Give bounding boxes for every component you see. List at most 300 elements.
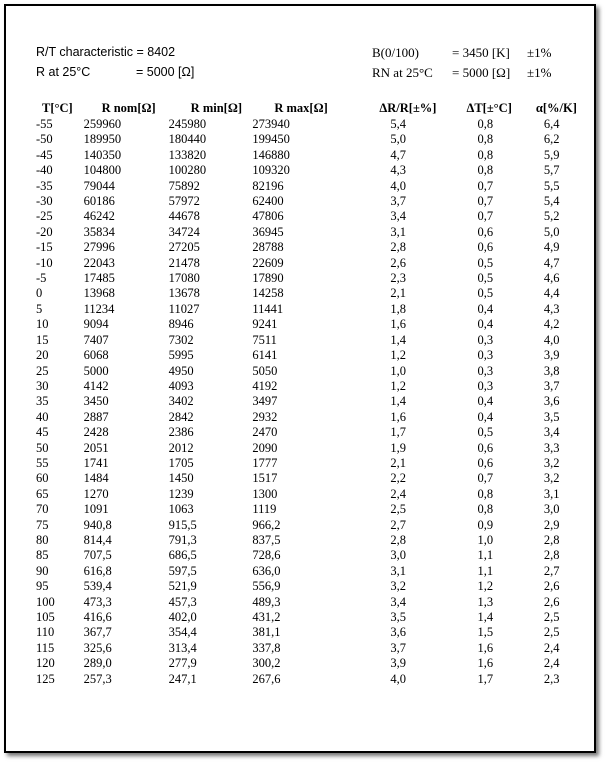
cell-temperature: -55	[36, 117, 53, 131]
cell-dt: 0,8	[477, 163, 494, 178]
table-row	[36, 595, 581, 610]
cell-dt: 0,4	[477, 301, 494, 316]
cell-dr-r: 3,6	[390, 625, 407, 640]
cell-temperature: -45	[36, 147, 53, 162]
cell-dt: 0,3	[477, 348, 494, 363]
cell-temperature: 80	[36, 532, 49, 547]
cell-r-nom: 189950	[83, 132, 122, 147]
rn-tolerance: ±1%	[527, 65, 552, 80]
cell-r-max: 6141	[252, 348, 278, 363]
document-frame	[4, 4, 596, 753]
cell-alpha: 3,2	[543, 471, 560, 486]
cell-dr-r: 4,0	[390, 671, 407, 686]
cell-dt: 0,8	[477, 132, 494, 147]
cell-alpha: 3,1	[543, 486, 560, 501]
table-row	[36, 487, 581, 502]
cell-alpha: 2,6	[543, 579, 560, 594]
table-header-row	[36, 100, 581, 117]
cell-r-nom: 616,8	[83, 563, 112, 578]
cell-r-max: 381,1	[252, 625, 281, 640]
cell-alpha: 5,4	[543, 194, 560, 209]
cell-r-nom: 367,7	[83, 625, 112, 640]
cell-alpha: 4,9	[543, 240, 560, 255]
cell-temperature: -5	[36, 271, 47, 286]
cell-r-nom: 2051	[83, 440, 109, 455]
cell-r-max: 109320	[252, 163, 290, 178]
cell-dt: 0,8	[477, 147, 494, 162]
col-header-dt: ΔT[±°C]	[466, 101, 512, 115]
cell-temperature: 110	[36, 625, 55, 640]
cell-dr-r: 2,4	[390, 486, 407, 501]
cell-r-max: 267,6	[252, 671, 281, 686]
cell-dr-r: 1,4	[390, 332, 407, 347]
cell-r-max: 2932	[252, 409, 278, 424]
cell-r-nom: 13968	[83, 286, 115, 301]
cell-temperature: 15	[36, 332, 49, 347]
cell-dr-r: 3,4	[390, 594, 407, 609]
cell-dr-r: 1,4	[390, 394, 407, 409]
cell-dt: 1,4	[477, 610, 494, 624]
cell-temperature: 55	[36, 455, 49, 470]
table-row	[36, 564, 581, 579]
col-header-temperature: T[°C]	[42, 101, 73, 115]
cell-r-nom: 1091	[83, 502, 109, 517]
table-row	[36, 533, 581, 548]
cell-r-nom: 17485	[83, 271, 115, 286]
cell-r-nom: 325,6	[83, 640, 112, 655]
cell-dr-r: 5,4	[390, 117, 407, 131]
cell-r-nom: 46242	[83, 209, 115, 224]
col-header-alpha: α[%/K]	[535, 101, 577, 115]
cell-temperature: 75	[36, 517, 49, 532]
cell-r-nom: 2428	[83, 425, 109, 440]
cell-r-max: 556,9	[252, 579, 281, 594]
cell-temperature: 5	[36, 301, 43, 316]
cell-temperature: -25	[36, 209, 53, 224]
cell-r-nom: 539,4	[83, 579, 112, 594]
cell-dr-r: 1,8	[390, 301, 407, 316]
cell-alpha: 4,4	[543, 286, 560, 301]
cell-r-min: 245980	[168, 117, 207, 131]
cell-alpha: 5,2	[543, 209, 560, 224]
cell-alpha: 2,3	[543, 671, 560, 686]
cell-r-max: 7511	[252, 332, 277, 347]
table-row	[36, 471, 581, 486]
cell-temperature: 90	[36, 563, 49, 578]
cell-dr-r: 1,2	[390, 378, 407, 393]
cell-dr-r: 2,8	[390, 532, 407, 547]
col-header-dr-r: ΔR/R[±%]	[379, 101, 437, 115]
cell-r-max: 4192	[252, 378, 278, 393]
cell-dt: 0,5	[477, 425, 494, 440]
cell-r-min: 4093	[168, 378, 194, 393]
cell-dt: 0,8	[477, 117, 494, 131]
cell-temperature: 0	[36, 286, 43, 301]
cell-alpha: 4,6	[543, 271, 560, 286]
b-label: B(0/100)	[372, 45, 419, 60]
cell-dr-r: 1,9	[390, 440, 407, 455]
table-row	[36, 456, 581, 471]
table-row	[36, 410, 581, 425]
cell-dt: 0,4	[477, 409, 494, 424]
cell-temperature: 60	[36, 471, 49, 486]
table-row	[36, 225, 581, 240]
cell-alpha: 4,0	[543, 332, 560, 347]
cell-temperature: 85	[36, 548, 49, 563]
cell-r-nom: 27996	[83, 240, 115, 255]
cell-dr-r: 3,0	[390, 548, 407, 563]
table-row	[36, 641, 581, 656]
cell-dt: 0,6	[477, 455, 494, 470]
cell-alpha: 3,0	[543, 502, 560, 517]
cell-r-max: 199450	[252, 132, 290, 147]
cell-r-max: 1777	[252, 455, 278, 470]
table-row	[36, 579, 581, 594]
table-row	[36, 518, 581, 533]
cell-alpha: 4,7	[543, 255, 560, 270]
cell-r-min: 686,5	[168, 548, 197, 563]
cell-r-min: 2842	[168, 409, 194, 424]
cell-dt: 0,5	[477, 271, 494, 286]
cell-r-max: 62400	[252, 194, 284, 209]
cell-r-nom: 60186	[83, 194, 115, 209]
cell-r-min: 4950	[168, 363, 194, 378]
cell-r-max: 1300	[252, 486, 278, 501]
cell-r-min: 1239	[168, 486, 194, 501]
cell-alpha: 5,5	[543, 178, 560, 193]
cell-dr-r: 3,4	[390, 209, 407, 224]
cell-r-min: 521,9	[168, 579, 197, 594]
cell-dt: 0,3	[477, 363, 494, 378]
table-row	[36, 394, 581, 409]
cell-dr-r: 2,5	[390, 502, 407, 517]
cell-dr-r: 2,3	[390, 271, 407, 286]
cell-r-min: 277,9	[168, 656, 197, 671]
cell-alpha: 6,4	[543, 117, 560, 131]
cell-dr-r: 5,0	[390, 132, 407, 147]
cell-dr-r: 1,7	[390, 425, 407, 440]
cell-r-min: 27205	[168, 240, 200, 255]
cell-alpha: 2,6	[543, 594, 560, 609]
cell-r-nom: 416,6	[83, 610, 112, 624]
cell-alpha: 4,3	[543, 301, 560, 316]
cell-dt: 0,4	[477, 317, 494, 332]
cell-r-nom: 104800	[83, 163, 122, 178]
cell-alpha: 2,5	[543, 625, 560, 640]
table-row	[36, 240, 581, 255]
cell-r-nom: 707,5	[83, 548, 112, 563]
cell-r-nom: 814,4	[83, 532, 112, 547]
cell-alpha: 2,8	[543, 548, 560, 563]
cell-dt: 0,9	[477, 517, 494, 532]
table-row	[36, 348, 581, 363]
cell-dr-r: 2,1	[390, 286, 407, 301]
cell-alpha: 3,5	[543, 409, 560, 424]
cell-dt: 0,6	[477, 240, 494, 255]
cell-dr-r: 3,2	[390, 579, 407, 594]
cell-r-max: 3497	[252, 394, 278, 409]
cell-r-nom: 2887	[83, 409, 109, 424]
cell-r-nom: 11234	[83, 301, 115, 316]
table-row	[36, 656, 581, 671]
cell-alpha: 4,2	[543, 317, 560, 332]
cell-r-min: 57972	[168, 194, 200, 209]
cell-r-min: 2386	[168, 425, 194, 440]
cell-r-max: 966,2	[252, 517, 281, 532]
cell-temperature: 115	[36, 640, 55, 655]
cell-dr-r: 2,1	[390, 455, 407, 470]
cell-r-nom: 140350	[83, 147, 122, 162]
cell-r-min: 597,5	[168, 563, 197, 578]
cell-r-nom: 4142	[83, 378, 109, 393]
cell-temperature: 95	[36, 579, 49, 594]
b-value: = 3450 [K]	[452, 45, 510, 60]
cell-dr-r: 1,6	[390, 317, 407, 332]
cell-temperature: 10	[36, 317, 49, 332]
cell-alpha: 3,2	[543, 455, 560, 470]
cell-r-max: 2470	[252, 425, 278, 440]
cell-dt: 0,3	[477, 332, 494, 347]
cell-r-max: 273940	[252, 117, 290, 131]
cell-alpha: 5,7	[543, 163, 560, 178]
cell-r-nom: 22043	[83, 255, 115, 270]
cell-r-nom: 35834	[83, 224, 115, 239]
cell-r-min: 100280	[168, 163, 207, 178]
cell-r-min: 313,4	[168, 640, 197, 655]
cell-r-nom: 79044	[83, 178, 115, 193]
cell-temperature: 100	[36, 594, 55, 609]
cell-dt: 1,0	[477, 532, 494, 547]
col-header-r-max: R max[Ω]	[274, 101, 328, 115]
cell-temperature: -15	[36, 240, 53, 255]
cell-r-min: 11027	[168, 301, 200, 316]
cell-alpha: 3,3	[543, 440, 560, 455]
cell-r-max: 17890	[252, 271, 284, 286]
table-row	[36, 364, 581, 379]
cell-temperature: 50	[36, 440, 49, 455]
cell-dt: 1,6	[477, 656, 494, 671]
cell-r-nom: 940,8	[83, 517, 112, 532]
cell-r-nom: 259960	[83, 117, 122, 131]
col-header-r-nom: R nom[Ω]	[101, 101, 156, 115]
cell-dr-r: 4,0	[390, 178, 407, 193]
cell-temperature: 20	[36, 348, 49, 363]
cell-dt: 1,5	[477, 625, 494, 640]
cell-alpha: 6,2	[543, 132, 560, 147]
cell-alpha: 2,8	[543, 532, 560, 547]
table-row	[36, 672, 581, 687]
cell-dt: 0,5	[477, 286, 494, 301]
rt-table	[36, 100, 581, 687]
cell-dr-r: 1,2	[390, 348, 407, 363]
cell-r-min: 75892	[168, 178, 200, 193]
cell-temperature: -35	[36, 178, 53, 193]
cell-dt: 1,1	[477, 563, 494, 578]
cell-r-min: 1450	[168, 471, 194, 486]
cell-alpha: 2,4	[543, 656, 560, 671]
cell-r-min: 34724	[168, 224, 200, 239]
cell-r-min: 354,4	[168, 625, 197, 640]
cell-alpha: 2,4	[543, 640, 560, 655]
cell-temperature: 70	[36, 502, 49, 517]
cell-dr-r: 3,1	[390, 563, 407, 578]
cell-r-nom: 1484	[83, 471, 109, 486]
cell-r-min: 17080	[168, 271, 200, 286]
cell-r-min: 2012	[168, 440, 194, 455]
cell-temperature: 125	[36, 671, 55, 686]
cell-r-min: 1063	[168, 502, 194, 517]
cell-alpha: 3,4	[543, 425, 560, 440]
cell-alpha: 2,7	[543, 563, 560, 578]
cell-r-max: 837,5	[252, 532, 281, 547]
table-row	[36, 333, 581, 348]
table-row	[36, 117, 581, 132]
cell-r-min: 44678	[168, 209, 200, 224]
cell-dr-r: 4,3	[390, 163, 407, 178]
cell-r-nom: 7407	[83, 332, 109, 347]
cell-temperature: 105	[36, 610, 55, 624]
cell-dt: 1,2	[477, 579, 494, 594]
table-row	[36, 256, 581, 271]
cell-dr-r: 3,5	[390, 610, 407, 624]
cell-r-max: 22609	[252, 255, 284, 270]
cell-temperature: 35	[36, 394, 49, 409]
cell-temperature: 45	[36, 425, 49, 440]
rn-label: RN at 25°C	[372, 65, 433, 80]
cell-r-nom: 257,3	[83, 671, 112, 686]
table-row	[36, 194, 581, 209]
cell-r-max: 28788	[252, 240, 284, 255]
r25-value: = 5000 [Ω]	[136, 65, 195, 79]
cell-temperature: -50	[36, 132, 53, 147]
table-row	[36, 610, 581, 625]
cell-r-max: 146880	[252, 147, 290, 162]
cell-dt: 0,8	[477, 502, 494, 517]
table-row	[36, 625, 581, 640]
cell-temperature: 65	[36, 486, 49, 501]
cell-r-nom: 1741	[83, 455, 109, 470]
cell-dr-r: 1,0	[390, 363, 407, 378]
table-row	[36, 317, 581, 332]
cell-r-max: 11441	[252, 301, 284, 316]
cell-alpha: 3,9	[543, 348, 560, 363]
cell-temperature: 120	[36, 656, 55, 671]
cell-r-max: 300,2	[252, 656, 281, 671]
cell-r-min: 457,3	[168, 594, 197, 609]
cell-alpha: 5,9	[543, 147, 560, 162]
cell-r-max: 47806	[252, 209, 284, 224]
cell-temperature: -30	[36, 194, 53, 209]
cell-r-min: 7302	[168, 332, 194, 347]
table-row	[36, 548, 581, 563]
table-row	[36, 502, 581, 517]
table-row	[36, 441, 581, 456]
cell-r-max: 36945	[252, 224, 284, 239]
table-row	[36, 425, 581, 440]
cell-r-min: 247,1	[168, 671, 197, 686]
cell-dr-r: 2,2	[390, 471, 407, 486]
cell-r-min: 402,0	[168, 610, 197, 624]
r25-label: R at 25°C	[36, 65, 91, 79]
cell-dt: 1,3	[477, 594, 494, 609]
cell-dr-r: 2,6	[390, 255, 407, 270]
cell-temperature: 40	[36, 409, 49, 424]
cell-r-max: 5050	[252, 363, 278, 378]
cell-dt: 0,5	[477, 255, 494, 270]
cell-dt: 1,6	[477, 640, 494, 655]
cell-r-max: 82196	[252, 178, 284, 193]
table-row	[36, 379, 581, 394]
table-row	[36, 163, 581, 178]
table-row	[36, 271, 581, 286]
cell-temperature: 25	[36, 363, 49, 378]
cell-temperature: -40	[36, 163, 53, 178]
rn-value: = 5000 [Ω]	[452, 65, 511, 80]
cell-dr-r: 3,7	[390, 194, 407, 209]
cell-dt: 0,3	[477, 378, 494, 393]
cell-dr-r: 4,7	[390, 147, 407, 162]
cell-alpha: 5,0	[543, 224, 560, 239]
rt-characteristic: R/T characteristic = 8402	[36, 45, 176, 59]
cell-r-min: 915,5	[168, 517, 197, 532]
b-tolerance: ±1%	[527, 45, 552, 60]
cell-dt: 0,6	[477, 224, 494, 239]
cell-dt: 0,4	[477, 394, 494, 409]
cell-r-max: 431,2	[252, 610, 281, 624]
cell-r-min: 791,3	[168, 532, 197, 547]
table-row	[36, 209, 581, 224]
cell-dt: 0,7	[477, 178, 494, 193]
cell-r-nom: 9094	[83, 317, 109, 332]
cell-temperature: -20	[36, 224, 53, 239]
cell-r-nom: 5000	[83, 363, 109, 378]
cell-r-max: 1119	[252, 502, 277, 517]
cell-dt: 0,7	[477, 194, 494, 209]
cell-r-max: 14258	[252, 286, 284, 301]
cell-alpha: 3,6	[543, 394, 560, 409]
cell-temperature: -10	[36, 255, 53, 270]
cell-dt: 0,7	[477, 471, 494, 486]
cell-dt: 0,7	[477, 209, 494, 224]
cell-r-nom: 1270	[83, 486, 109, 501]
cell-r-nom: 473,3	[83, 594, 112, 609]
cell-r-max: 636,0	[252, 563, 281, 578]
cell-dr-r: 3,7	[390, 640, 407, 655]
cell-r-max: 2090	[252, 440, 278, 455]
table-row	[36, 132, 581, 147]
table-row	[36, 302, 581, 317]
cell-temperature: 30	[36, 378, 49, 393]
cell-r-max: 728,6	[252, 548, 281, 563]
cell-r-min: 180440	[168, 132, 207, 147]
col-header-r-min: R min[Ω]	[190, 101, 242, 115]
table-row	[36, 286, 581, 301]
cell-dr-r: 3,1	[390, 224, 407, 239]
cell-alpha: 3,7	[543, 378, 560, 393]
cell-r-min: 8946	[168, 317, 194, 332]
cell-alpha: 2,9	[543, 517, 560, 532]
table-row	[36, 148, 581, 163]
cell-r-min: 1705	[168, 455, 194, 470]
cell-dr-r: 3,9	[390, 656, 407, 671]
cell-r-max: 337,8	[252, 640, 281, 655]
cell-dt: 1,7	[477, 671, 494, 686]
cell-alpha: 3,8	[543, 363, 560, 378]
cell-dt: 0,6	[477, 440, 494, 455]
cell-r-min: 3402	[168, 394, 194, 409]
cell-r-min: 5995	[168, 348, 194, 363]
cell-r-nom: 3450	[83, 394, 109, 409]
